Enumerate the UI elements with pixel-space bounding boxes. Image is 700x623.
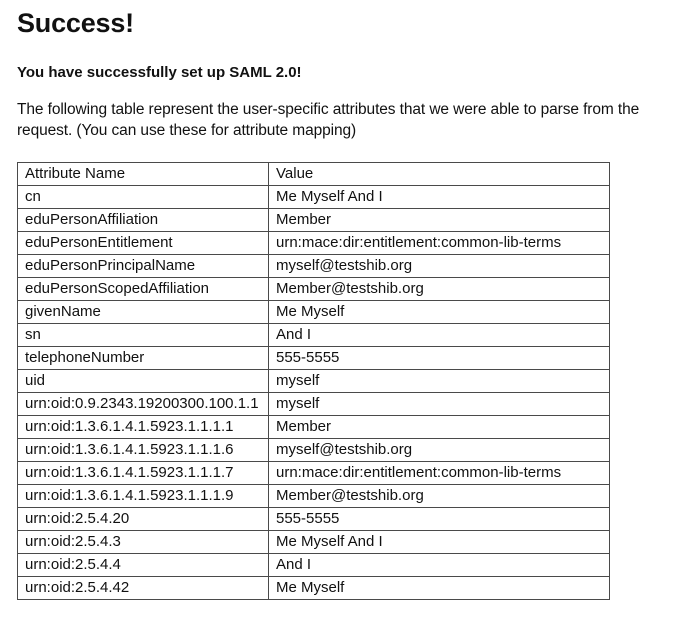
table-row — [18, 255, 610, 278]
attribute-value-cell: 555-5555 — [269, 347, 610, 370]
attribute-name-cell: cn — [18, 186, 269, 209]
attribute-name-cell: urn:oid:2.5.4.42 — [18, 577, 269, 600]
attribute-name-cell: eduPersonEntitlement — [18, 232, 269, 255]
attribute-value-cell: Member — [269, 209, 610, 232]
attribute-value-cell: Member — [269, 416, 610, 439]
attribute-value-cell: Me Myself — [269, 577, 610, 600]
attribute-name-cell: eduPersonAffiliation — [18, 209, 269, 232]
attributes-table — [17, 162, 610, 600]
attribute-name-cell: urn:oid:1.3.6.1.4.1.5923.1.1.1.9 — [18, 485, 269, 508]
attribute-name-cell: urn:oid:0.9.2343.19200300.100.1.1 — [18, 393, 269, 416]
attribute-value-cell: Me Myself And I — [269, 186, 610, 209]
attribute-value-cell: 555-5555 — [269, 508, 610, 531]
table-row — [18, 554, 610, 577]
attribute-name-cell: uid — [18, 370, 269, 393]
table-row — [18, 462, 610, 485]
attribute-value-cell: myself@testshib.org — [269, 439, 610, 462]
table-row — [18, 577, 610, 600]
attribute-value-cell: Member@testshib.org — [269, 485, 610, 508]
attribute-name-cell: urn:oid:1.3.6.1.4.1.5923.1.1.1.7 — [18, 462, 269, 485]
page-title: Success! — [17, 8, 134, 38]
attribute-name-cell: urn:oid:2.5.4.20 — [18, 508, 269, 531]
table-row — [18, 186, 610, 209]
attribute-value-cell: Me Myself And I — [269, 531, 610, 554]
table-row — [18, 278, 610, 301]
attributes-table-body — [18, 186, 610, 600]
attribute-value-cell: myself — [269, 370, 610, 393]
attribute-value-cell: myself@testshib.org — [269, 255, 610, 278]
attribute-value-cell: Member@testshib.org — [269, 278, 610, 301]
attribute-name-cell: urn:oid:1.3.6.1.4.1.5923.1.1.1.1 — [18, 416, 269, 439]
table-row — [18, 393, 610, 416]
intro-paragraph: The following table represent the user-specific attributes that we were able to parse from the request. (You can use these for attribute mapping) — [17, 101, 640, 139]
attribute-value-cell: Me Myself — [269, 301, 610, 324]
success-subtitle: You have successfully set up SAML 2.0! — [17, 64, 302, 81]
attribute-value-cell: myself — [269, 393, 610, 416]
table-row — [18, 416, 610, 439]
table-row — [18, 232, 610, 255]
attribute-name-cell: givenName — [18, 301, 269, 324]
table-row — [18, 209, 610, 232]
attribute-name-cell: urn:oid:1.3.6.1.4.1.5923.1.1.1.6 — [18, 439, 269, 462]
table-row — [18, 485, 610, 508]
attribute-value-cell: urn:mace:dir:entitlement:common-lib-terms — [269, 462, 610, 485]
attribute-name-cell: eduPersonPrincipalName — [18, 255, 269, 278]
attribute-name-cell: urn:oid:2.5.4.4 — [18, 554, 269, 577]
attribute-name-cell: eduPersonScopedAffiliation — [18, 278, 269, 301]
page-content — [17, 0, 693, 600]
attribute-name-cell: urn:oid:2.5.4.3 — [18, 531, 269, 554]
attribute-name-cell: telephoneNumber — [18, 347, 269, 370]
table-row — [18, 508, 610, 531]
table-row — [18, 301, 610, 324]
table-row — [18, 439, 610, 462]
table-row — [18, 531, 610, 554]
attribute-value-cell: And I — [269, 324, 610, 347]
table-row — [18, 370, 610, 393]
table-row — [18, 324, 610, 347]
table-row — [18, 347, 610, 370]
attribute-value-cell: urn:mace:dir:entitlement:common-lib-terms — [269, 232, 610, 255]
attribute-value-cell: And I — [269, 554, 610, 577]
header-attribute-name: Attribute Name — [18, 163, 269, 186]
table-header-row — [18, 163, 610, 186]
attribute-name-cell: sn — [18, 324, 269, 347]
header-value: Value — [269, 163, 610, 186]
